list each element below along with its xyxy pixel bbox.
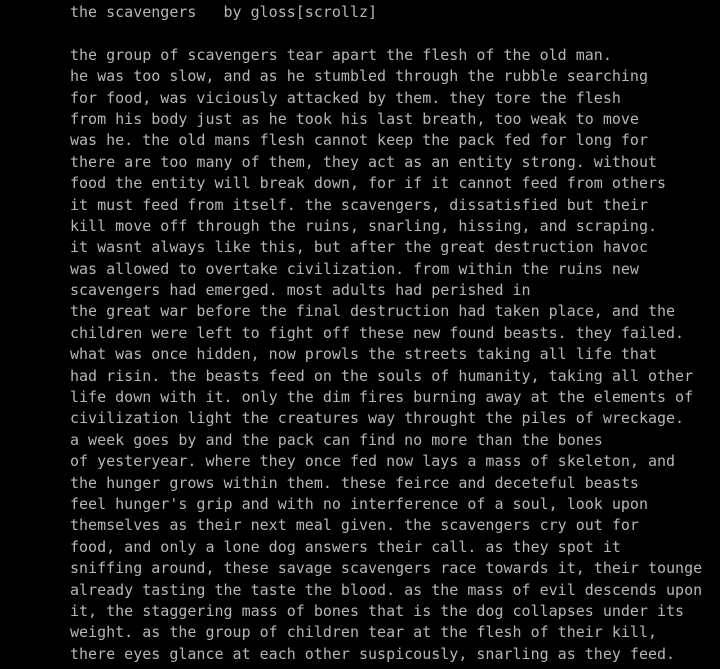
text-line: food the entity will break down, for if it cannot feed from others bbox=[70, 174, 667, 193]
text-line: was allowed to overtake civilization. from within the ruins new bbox=[70, 259, 639, 278]
text-line: was he. the old mans flesh cannot keep the pack fed for long for bbox=[70, 131, 648, 150]
text-line: it must feed from itself. the scavengers, dissatisfied but their bbox=[70, 195, 648, 214]
text-line: for food, was viciously attacked by them. they tore the flesh bbox=[70, 88, 621, 107]
text-line: there are too many of them, they act as an entity strong. without bbox=[70, 152, 657, 171]
text-line: already tasting the taste the blood. as the mass of evil descends upon bbox=[70, 580, 703, 599]
text-line: a week goes by and the pack can find no more than the bones bbox=[70, 430, 603, 449]
text-line: sniffing around, these savage scavengers race towards it, their tounge bbox=[70, 559, 703, 578]
text-line: life down with it. only the dim fires burning away at the elements of bbox=[70, 388, 694, 407]
text-line: feel hunger's grip and with no interference of a soul, look upon bbox=[70, 494, 648, 513]
text-line: children were left to fight off these new found beasts. they failed. bbox=[70, 323, 685, 342]
text-line: there eyes glance at each other suspicously, snarling as they feed. bbox=[70, 644, 676, 663]
text-line: from his body just as he took his last breath, too weak to move bbox=[70, 109, 639, 128]
text-line: the group of scavengers tear apart the flesh of the old man. bbox=[70, 45, 612, 64]
document-title: the scavengers by gloss[scrollz] bbox=[70, 3, 378, 21]
text-line: kill move off through the ruins, snarling, hissing, and scraping. bbox=[70, 216, 657, 235]
text-line: the great war before the final destruction had taken place, and the bbox=[70, 302, 676, 321]
text-line: the hunger grows within them. these feirce and deceteful beasts bbox=[70, 473, 639, 492]
text-line: it, the staggering mass of bones that is the dog collapses under its bbox=[70, 601, 685, 620]
text-line: food, and only a lone dog answers their call. as they spot it bbox=[70, 537, 621, 556]
text-line: he was too slow, and as he stumbled through the rubble searching bbox=[70, 67, 648, 86]
text-line: what was once hidden, now prowls the streets taking all life that bbox=[70, 345, 657, 364]
text-line: themselves as their next meal given. the scavengers cry out for bbox=[70, 516, 639, 535]
text-line: it wasnt always like this, but after the great destruction havoc bbox=[70, 238, 648, 257]
text-line: had risin. the beasts feed on the souls of humanity, taking all other bbox=[70, 366, 694, 385]
text-line: scavengers had emerged. most adults had perished in bbox=[70, 281, 531, 300]
text-line: weight. as the group of children tear at the flesh of their kill, bbox=[70, 623, 657, 642]
text-line: civilization light the creatures way throught the piles of wreckage. bbox=[70, 409, 685, 428]
text-line: of yesteryear. where they once fed now lays a mass of skeleton, and bbox=[70, 452, 676, 471]
